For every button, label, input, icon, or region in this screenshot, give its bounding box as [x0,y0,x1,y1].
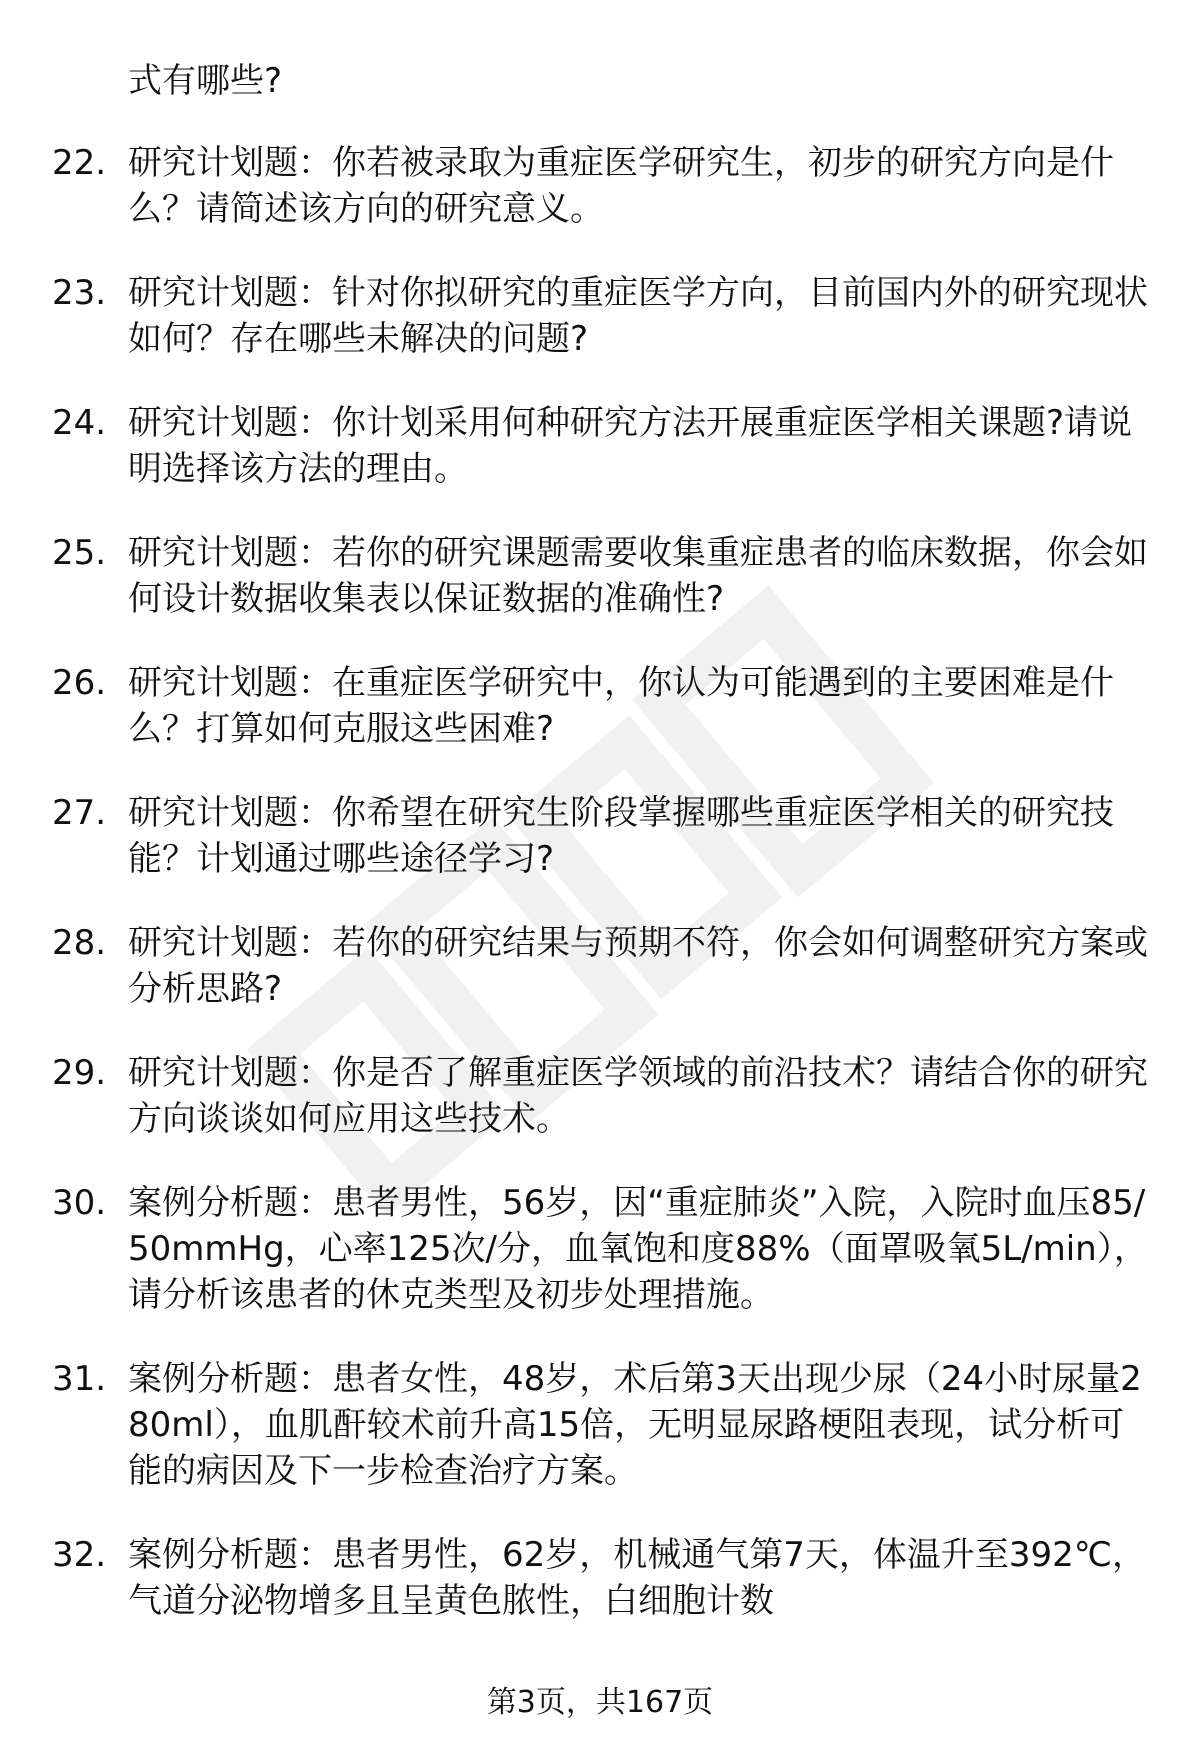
question-text: 案例分析题：患者男性，56岁，因“重症肺炎”入院，入院时血压85/50mmHg，心率125次/分，血氧饱和度88%（面罩吸氧5L/min），请分析该患者的休克类型及初步处理措施。 [128,1183,1148,1315]
page-footer: 第3页，共167页 [486,1685,714,1720]
question-number: 31. [52,1359,107,1399]
question-item [0,1532,1148,1624]
question-number: 29. [52,1053,107,1093]
question-number: 32. [52,1535,107,1575]
question-number: 27. [52,793,107,833]
question-item [0,270,1148,362]
question-item [0,790,1148,882]
question-text: 案例分析题：患者男性，62岁，机械通气第7天，体温升至392℃，气道分泌物增多且呈黄色脓性，白细胞计数 [128,1535,1146,1621]
question-item [0,660,1148,752]
question-number: 25. [52,533,107,573]
question-text: 研究计划题：针对你拟研究的重症医学方向，目前国内外的研究现状如何？存在哪些未解决的问题? [128,273,1148,359]
question-item [0,1050,1148,1142]
question-item [0,1356,1148,1494]
question-item [0,1180,1148,1318]
question-item [0,920,1148,1012]
question-item [0,400,1148,492]
question-text: 研究计划题：你希望在研究生阶段掌握哪些重症医学相关的研究技能？计划通过哪些途径学习? [128,793,1114,879]
question-number: 26. [52,663,107,703]
question-text: 案例分析题：患者女性，48岁，术后第3天出现少尿（24小时尿量280ml），血肌酐较术前升高15倍，无明显尿路梗阻表现，试分析可能的病因及下一步检查治疗方案。 [128,1359,1142,1491]
question-number: 30. [52,1183,107,1223]
question-item [0,530,1148,622]
question-item [0,140,1148,232]
question-number: 22. [52,143,107,183]
question-text: 研究计划题：你是否了解重症医学领域的前沿技术？请结合你的研究方向谈谈如何应用这些技术。 [128,1053,1148,1139]
question-text: 研究计划题：你若被录取为重症医学研究生，初步的研究方向是什么？请简述该方向的研究意义。 [128,143,1114,229]
question-number: 23. [52,273,107,313]
question-number: 24. [52,403,107,443]
question-number: 28. [52,923,107,963]
question-list [0,140,1200,1662]
previous-question-continuation: 式有哪些? [128,61,283,101]
question-text: 研究计划题：你计划采用何种研究方法开展重症医学相关课题?请说明选择该方法的理由。 [128,403,1133,489]
question-text: 研究计划题：在重症医学研究中，你认为可能遇到的主要困难是什么？打算如何克服这些困难? [128,663,1114,749]
question-text: 研究计划题：若你的研究结果与预期不符，你会如何调整研究方案或分析思路? [128,923,1148,1009]
question-text: 研究计划题：若你的研究课题需要收集重症患者的临床数据，你会如何设计数据收集表以保证数据的准确性? [128,533,1148,619]
